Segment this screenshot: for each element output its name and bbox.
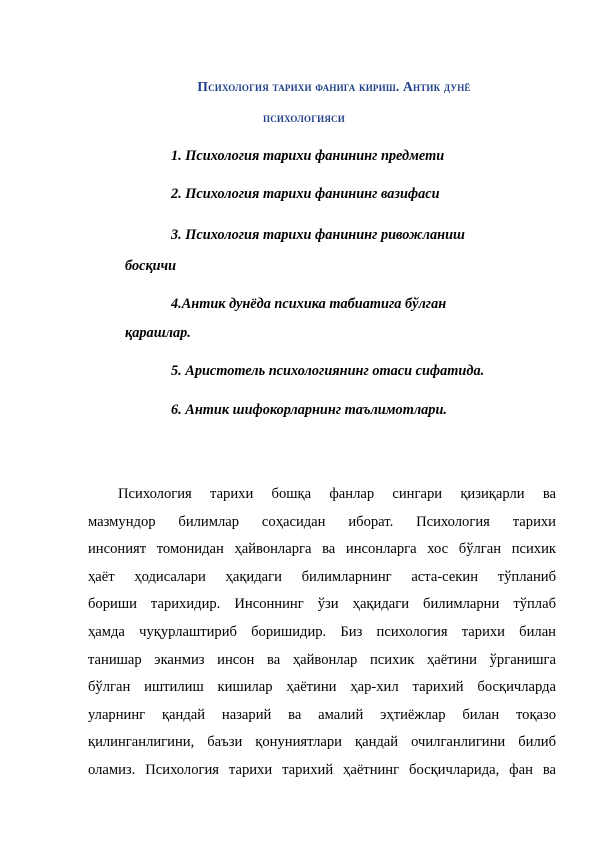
topic-item-3: 3. Психология тарихи фанининг ривожланиш (171, 227, 465, 243)
body-line: Психология тарихи бошқа фанлар сингари қизиқарли ва (118, 486, 556, 502)
body-line: қилинганлигини, баъзи қонуниятлари қандай очилганлигини билиб (88, 734, 556, 751)
body-line: бўлган иштилиш кишилар ҳаётини ҳар-хил тарихий босқичларда (88, 679, 556, 696)
topic-item-5: 5. Аристотель психологиянинг отаси сифатида. (171, 363, 485, 379)
body-line: уларнинг қандай назарий ва амалий эҳтиёжлар билан тоқазо (88, 706, 556, 723)
topic-item-3-continued: босқичи (125, 258, 177, 274)
body-line: танишар эканмиз инсон ва ҳайвонлар психик ҳаётини ўрганишга (88, 651, 556, 668)
document-title-line-2: психологияси (263, 110, 345, 125)
topic-item-6: 6. Антик шифокорларнинг таълимотлари. (171, 402, 447, 418)
document-title-line-1: Психология тарихи фанига кириш. Антик дунё (197, 79, 471, 94)
body-line: ҳаёт ҳодисалари ҳақидаги билимларнинг аста-секин тўпланиб (88, 568, 556, 585)
topic-item-4-continued: қарашлар. (125, 325, 191, 341)
body-paragraph (88, 481, 556, 785)
topic-item-2: 2. Психология тарихи фанининг вазифаси (171, 186, 440, 202)
body-line: инсоният томонидан ҳайвонларга ва инсонларга хос бўлган психик (88, 541, 556, 558)
body-line: ҳамда чуқурлаштириб боришидир. Биз психология тарихи билан (88, 623, 556, 640)
body-line: мазмундор билимлар соҳасидан иборат. Психология тарихи (88, 513, 556, 530)
body-line: оламиз. Психология тарихи тарихий ҳаётнинг босқичларида, фан ва (88, 761, 556, 778)
topic-item-4: 4.Антик дунёда психика табиатига бўлган (171, 296, 447, 312)
body-line: бориши тарихидир. Инсоннинг ўзи ҳақидаги билимларни тўплаб (88, 596, 556, 613)
topic-item-1: 1. Психология тарихи фанининг предмети (171, 148, 445, 164)
